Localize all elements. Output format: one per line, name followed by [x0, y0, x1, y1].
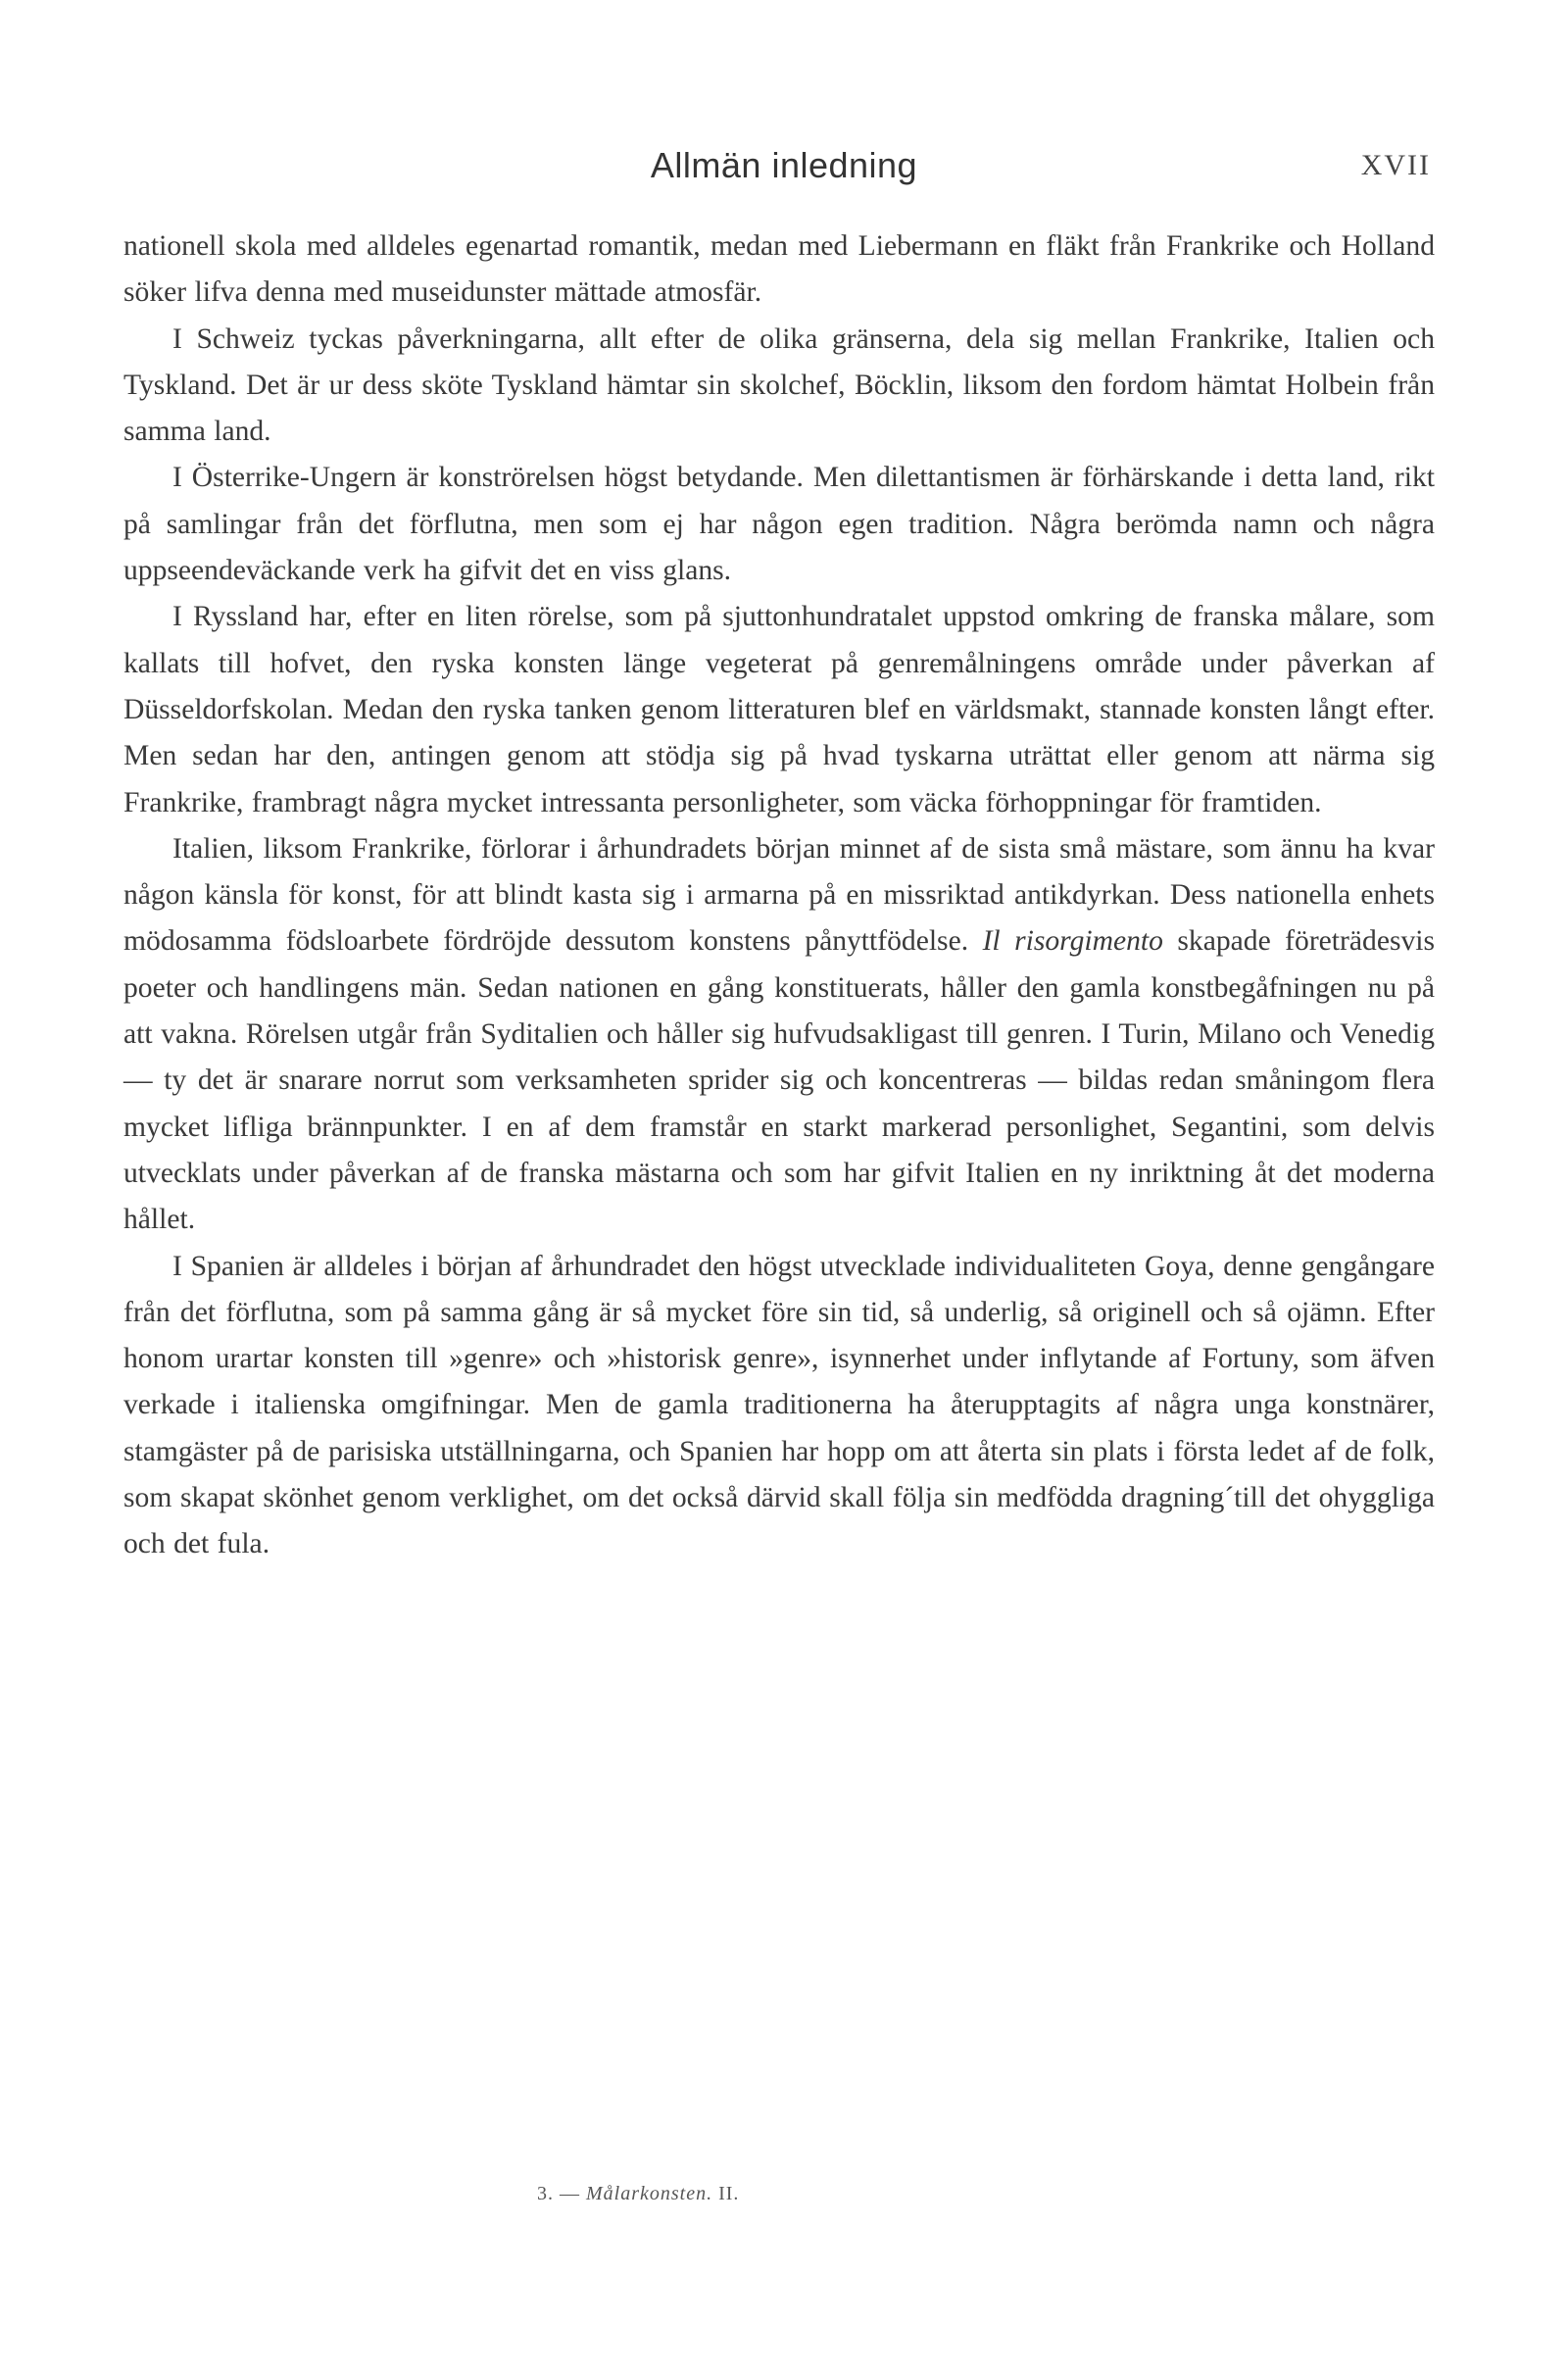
- signature-prefix: 3. —: [537, 2183, 586, 2204]
- italien-italic-term: Il risorgimento: [982, 925, 1163, 958]
- running-title: Allmän inledning: [650, 145, 918, 185]
- paragraph-ryssland: I Ryssland har, efter en liten rörelse, som på sjuttonhundratalet uppstod omkring de franska målare, som kallats till hofvet, den ryska konsten länge vegeterat på genremålningens område under påverkan af Düsseldorfskolan. Medan den ryska tanken genom litteraturen blef en världsmakt, stannade konsten långt efter. Men sedan har den, antingen genom att stödja sig på hvad tyskarna uträttat eller genom att närma sig Frankrike, frambragt några mycket intressanta personligheter, som väcka förhoppningar för framtiden.: [123, 601, 1435, 818]
- italien-text-after: skapade företrädesvis poeter och handlingens män. Sedan nationen en gång konstituerats, håller den gamla konstbegåfningen nu på att vakna. Rörelsen utgår från Syditalien och håller sig hufvudsakligast till genren. I Turin, Milano och Venedig — ty det är snarare norrut som verksamheten sprider sig och koncentreras — bildas redan småningom flera mycket lifliga brännpunkter. I en af dem framstår en starkt markerad personlighet, Segantini, som delvis utvecklats under påverkan af de franska mästarna och som har gifvit Italien en ny inriktning åt det moderna hållet.: [123, 925, 1436, 1236]
- body-text: [123, 223, 1435, 1568]
- paragraph-osterrike: I Österrike-Ungern är konströrelsen högst betydande. Men dilettantismen är förhärskande i detta land, rikt på samlingar från det förflutna, men som ej har någon egen tradition. Några berömda namn och några uppseendeväckande verk ha gifvit det en viss glans.: [123, 462, 1435, 587]
- italien-text-before: Italien, liksom Frankrike, förlorar i århundradets början minnet af de sista små mästare, som ännu ha kvar någon känsla för konst, för att blindt kasta sig i armarna på en missriktad antikdyrkan. Dess nationella enhets mödosamma födsloarbete fördröjde dessutom konstens pånyttfödelse.: [123, 832, 1435, 958]
- signature-title: Målarkonsten.: [586, 2183, 713, 2204]
- printer-signature: [537, 2183, 739, 2205]
- running-head: [0, 145, 1568, 194]
- paragraph-spanien: I Spanien är alldeles i början af århundradet den högst utvecklade individualiteten Goya, denne gengångare från det förflutna, som på samma gång är så mycket före sin tid, så underlig, så originell och så ojämn. Efter honom urartar konsten till »genre» och »historisk genre», isynnerhet under inflytande af Fortuny, som äfven verkade i italienska omgifningar. Men de gamla traditionerna ha återupptagits af några unga konstnärer, stamgäster på de parisiska utställningarna, och Spanien har hopp om att återta sin plats i första ledet af de folk, som skapat skönhet genom verklighet, om det också därvid skall följa sin medfödda dragning´till det ohyggliga och det fula.: [123, 1250, 1435, 1560]
- signature-suffix: II.: [712, 2183, 740, 2204]
- page-number: XVII: [1360, 149, 1431, 181]
- paragraph-italien: [123, 826, 1435, 1244]
- paragraph-schweiz: I Schweiz tyckas påverkningarna, allt efter de olika gränserna, dela sig mellan Frankrike, Italien och Tyskland. Det är ur dess sköte Tyskland hämtar sin skolchef, Böcklin, liksom den fordom hämtat Holbein från samma land.: [123, 322, 1435, 448]
- paragraph-continuation: nationell skola med alldeles egenartad romantik, medan med Liebermann en fläkt från Frankrike och Holland söker lifva denna med museidunster mättade atmosfär.: [123, 230, 1435, 309]
